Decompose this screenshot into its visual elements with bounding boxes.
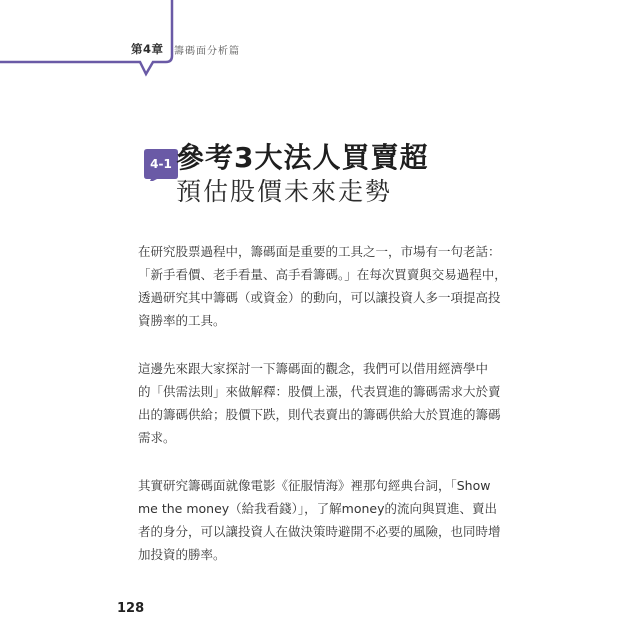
section-number: 4-1 <box>150 157 172 171</box>
title-main: 參考3大法人買賣超 <box>176 141 429 174</box>
text-line: 資勝率的工具。 <box>138 313 226 328</box>
text-line: 這邊先來跟大家探討一下籌碼面的觀念，我們可以借用經濟學中 <box>138 361 489 376</box>
text-line: 出的籌碼供給；股價下跌，則代表賣出的籌碼供給大於買進的籌碼 <box>138 407 501 422</box>
text-line: 需求。 <box>138 430 176 445</box>
text-line: 透過研究其中籌碼（或資金）的動向，可以讓投資人多一項提高投 <box>138 290 501 305</box>
text-line: me the money（給我看錢）」，了解money的流向與買進、賣出 <box>138 501 497 516</box>
chapter-header-bubble <box>0 0 190 80</box>
text-line: 「新手看價、老手看量、高手看籌碼。」在每次買賣與交易過程中， <box>138 267 507 282</box>
title-sub: 預估股價未來走勢 <box>176 177 393 206</box>
text-line: 者的身分，可以讓投資人在做決策時避開不必要的風險，也同時增 <box>138 524 501 539</box>
text-line: 的「供需法則」來做解釋：股價上漲，代表買進的籌碼需求大於賣 <box>138 384 501 399</box>
text-line: 其實研究籌碼面就像電影《征服情海》裡那句經典台詞，「Show <box>138 478 491 493</box>
page-number: 128 <box>117 601 145 616</box>
body-text <box>138 240 507 591</box>
text-line: 加投資的勝率。 <box>138 547 226 562</box>
text-line: 在研究股票過程中，籌碼面是重要的工具之一，市場有一句老話： <box>138 244 501 259</box>
section-name: 籌碼面分析篇 <box>174 46 240 57</box>
paragraph <box>138 357 503 449</box>
chapter-label: 第4章 <box>131 42 164 56</box>
section-number-badge <box>143 147 179 181</box>
paragraph <box>138 474 503 566</box>
paragraph <box>138 240 507 332</box>
